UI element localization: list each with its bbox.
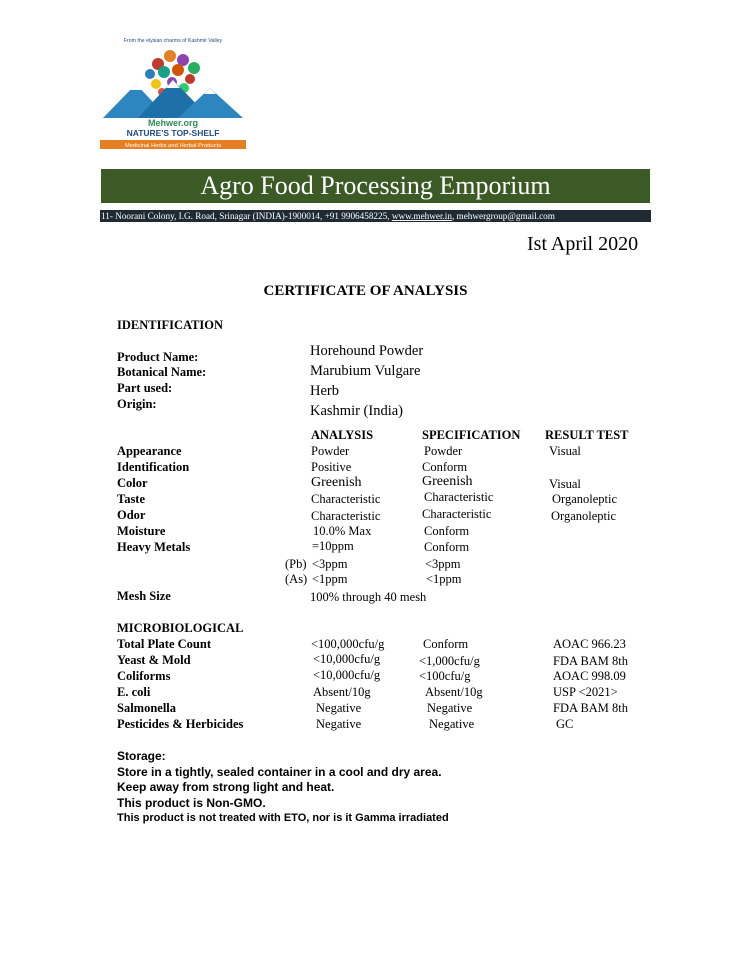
identification-label: Identification bbox=[117, 460, 190, 474]
lead-analysis: <3ppm bbox=[312, 557, 348, 571]
arsenic-element: (As) bbox=[285, 572, 308, 586]
odor-analysis: Characteristic bbox=[311, 509, 381, 523]
salmonella-analysis: Negative bbox=[316, 701, 362, 715]
moisture-analysis: 10.0% Max bbox=[313, 524, 372, 538]
analysis-column-header: ANALYSIS bbox=[311, 428, 374, 442]
lead-element: (Pb) bbox=[285, 557, 307, 571]
appearance-analysis: Powder bbox=[311, 444, 350, 458]
heavy-metals-spec: Conform bbox=[424, 540, 470, 554]
identification-heading: IDENTIFICATION bbox=[117, 318, 224, 332]
total-plate-count-analysis: <100,000cfu/g bbox=[311, 637, 385, 651]
taste-analysis: Characteristic bbox=[311, 492, 381, 506]
logo-subtitle: Medicinal Herbs and Herbal Products bbox=[124, 143, 222, 149]
pesticides-label: Pesticides & Herbicides bbox=[117, 717, 244, 731]
email-text: , mehwergroup@gmail.com bbox=[451, 211, 555, 221]
storage-heading: Storage: bbox=[117, 749, 166, 763]
odor-spec: Characteristic bbox=[422, 507, 492, 521]
color-spec: Greenish bbox=[422, 474, 473, 489]
moisture-spec: Conform bbox=[424, 524, 470, 538]
odor-result: Organoleptic bbox=[551, 509, 617, 523]
origin-value: Kashmir (India) bbox=[310, 403, 404, 419]
taste-spec: Characteristic bbox=[424, 490, 494, 504]
coliforms-result: AOAC 998.09 bbox=[553, 669, 626, 683]
identification-spec: Conform bbox=[422, 460, 468, 474]
logo-tagline: From the elysian charms of Kashmir Valley bbox=[123, 38, 223, 44]
coliforms-spec: <100cfu/g bbox=[419, 669, 471, 683]
website-link[interactable]: www.mehwer.in bbox=[391, 211, 452, 221]
arsenic-spec: <1ppm bbox=[426, 572, 462, 586]
ecoli-result: USP <2021> bbox=[553, 685, 618, 699]
heavy-metals-label: Heavy Metals bbox=[117, 540, 191, 554]
ecoli-spec: Absent/10g bbox=[425, 685, 483, 699]
yeast-mold-spec: <1,000cfu/g bbox=[419, 654, 480, 668]
identification-analysis: Positive bbox=[311, 460, 352, 474]
coliforms-analysis: <10,000cfu/g bbox=[313, 668, 381, 682]
origin-label: Origin: bbox=[117, 397, 157, 411]
tree-mountain-logo-icon bbox=[98, 22, 248, 152]
coliforms-label: Coliforms bbox=[117, 669, 171, 683]
salmonella-result: FDA BAM 8th bbox=[553, 701, 629, 715]
part-used-label: Part used: bbox=[117, 381, 173, 395]
storage-line-4: This product is not treated with ETO, nor is it Gamma irradiated bbox=[117, 812, 449, 824]
botanical-name-value: Marubium Vulgare bbox=[310, 363, 421, 379]
salmonella-label: Salmonella bbox=[117, 701, 177, 715]
result-column-header: RESULT TEST bbox=[545, 428, 629, 442]
odor-label: Odor bbox=[117, 508, 146, 522]
botanical-name-label: Botanical Name: bbox=[117, 365, 207, 379]
color-result: Visual bbox=[549, 477, 581, 491]
pesticides-result: GC bbox=[556, 717, 574, 731]
heavy-metals-analysis: =10ppm bbox=[312, 539, 354, 553]
yeast-mold-result: FDA BAM 8th bbox=[553, 654, 629, 668]
lead-spec: <3ppm bbox=[425, 557, 461, 571]
storage-line-1: Store in a tightly, sealed container in a cool and dry area. bbox=[117, 765, 442, 779]
address-bar bbox=[100, 210, 651, 222]
company-name: Agro Food Processing Emporium bbox=[200, 171, 551, 200]
storage-line-2: Keep away from strong light and heat. bbox=[117, 780, 335, 794]
document-title: CERTIFICATE OF ANALYSIS bbox=[263, 283, 468, 299]
product-name-label: Product Name: bbox=[117, 350, 199, 364]
microbiological-heading: MICROBIOLOGICAL bbox=[117, 621, 244, 635]
color-analysis: Greenish bbox=[311, 475, 362, 490]
yeast-mold-analysis: <10,000cfu/g bbox=[313, 652, 381, 666]
mesh-size-label: Mesh Size bbox=[117, 589, 171, 603]
salmonella-spec: Negative bbox=[427, 701, 473, 715]
taste-label: Taste bbox=[117, 492, 146, 506]
logo-brand: NATURE'S TOP-SHELF bbox=[126, 128, 220, 138]
company-band bbox=[101, 169, 650, 203]
product-name-value: Horehound Powder bbox=[310, 343, 424, 359]
pesticides-analysis: Negative bbox=[316, 717, 362, 731]
total-plate-count-spec: Conform bbox=[423, 637, 469, 651]
appearance-label: Appearance bbox=[117, 444, 182, 458]
color-label: Color bbox=[117, 476, 148, 490]
pesticides-spec: Negative bbox=[429, 717, 475, 731]
appearance-spec: Powder bbox=[424, 444, 463, 458]
specification-column-header: SPECIFICATION bbox=[422, 428, 521, 442]
ecoli-label: E. coli bbox=[117, 685, 151, 699]
moisture-label: Moisture bbox=[117, 524, 166, 538]
taste-result: Organoleptic bbox=[552, 492, 618, 506]
part-used-value: Herb bbox=[310, 383, 339, 399]
ecoli-analysis: Absent/10g bbox=[313, 685, 371, 699]
appearance-result: Visual bbox=[549, 444, 581, 458]
logo-site: Mehwer.org bbox=[147, 118, 199, 128]
company-logo bbox=[98, 22, 248, 152]
total-plate-count-result: AOAC 966.23 bbox=[553, 637, 626, 651]
storage-line-3: This product is Non-GMO. bbox=[117, 796, 266, 810]
address-text: 11- Noorani Colony, I.G. Road, Srinagar (INDIA)-1900014, +91 9906458225, bbox=[101, 211, 390, 221]
document-date: Ist April 2020 bbox=[527, 233, 639, 255]
arsenic-analysis: <1ppm bbox=[312, 572, 348, 586]
mesh-size-value: 100% through 40 mesh bbox=[310, 590, 427, 604]
yeast-mold-label: Yeast & Mold bbox=[117, 653, 191, 667]
total-plate-count-label: Total Plate Count bbox=[117, 637, 211, 651]
